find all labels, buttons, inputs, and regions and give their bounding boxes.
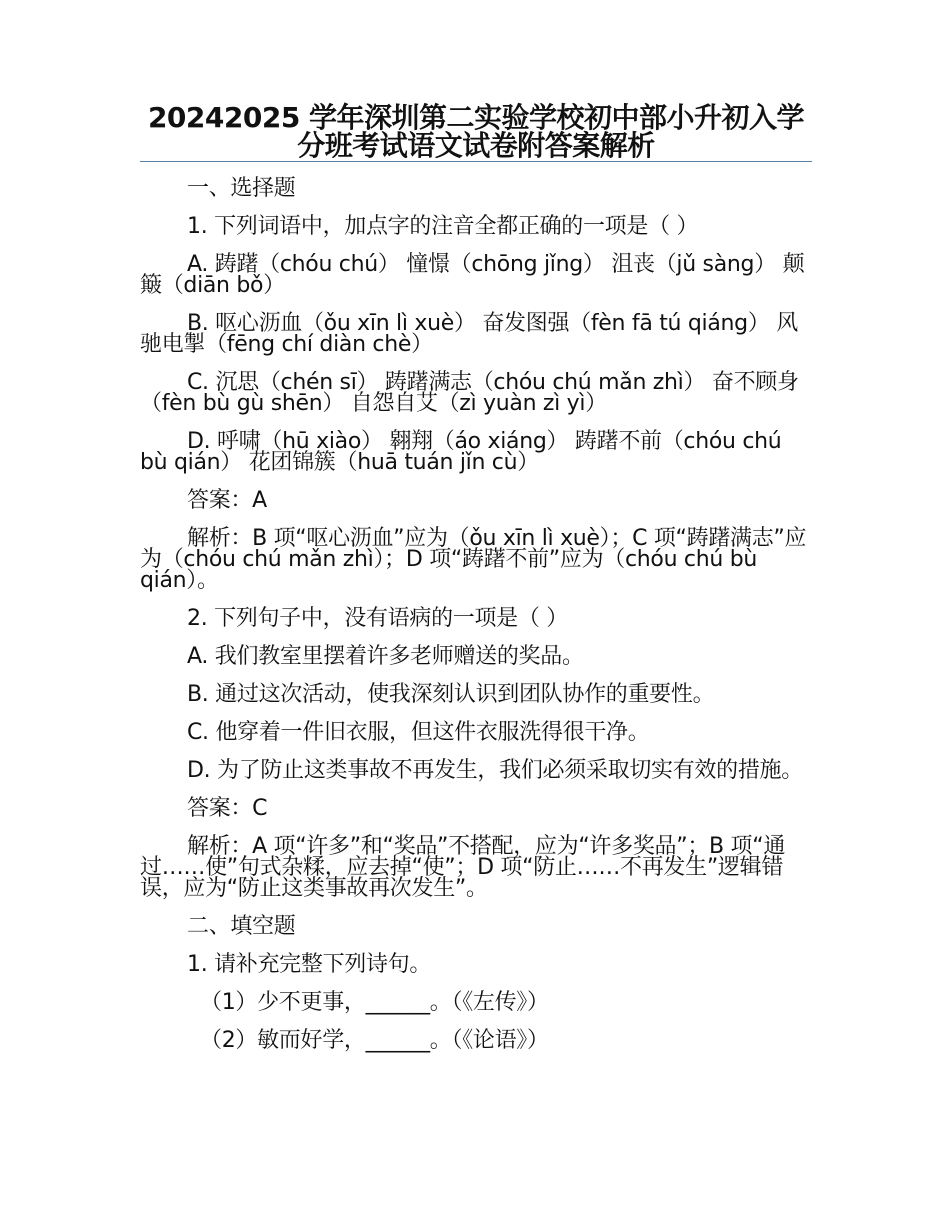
question-2-option-a: A. 我们教室里摆着许多老师赠送的奖品。 [187, 644, 584, 669]
question-2-answer: 答案：C [187, 796, 268, 821]
question-1-answer: 答案：A [187, 488, 267, 513]
fill-question-1-item-1: （1）少不更事，______。（《左传》） [200, 990, 549, 1015]
question-2-stem: 2. 下列句子中，没有语病的一项是（ ） [187, 606, 568, 631]
fill-question-1-stem: 1. 请补充完整下列诗句。 [187, 952, 432, 977]
title-divider [140, 161, 812, 162]
question-2-option-b: B. 通过这次活动，使我深刻认识到团队协作的重要性。 [187, 682, 715, 707]
fill-question-1-item-2: （2）敏而好学，______。（《论语》） [200, 1028, 549, 1053]
question-1-option-a: A. 踌躇（chóu chú） 憧憬（chōng jǐng） 沮丧（jǔ sàng） 颠簸（diān bǒ） [140, 252, 805, 298]
section-heading-fill: 二、填空题 [187, 914, 296, 939]
section-heading-choice: 一、选择题 [187, 176, 296, 201]
question-2-option-c: C. 他穿着一件旧衣服，但这件衣服洗得很干净。 [187, 720, 650, 745]
question-1-option-d: D. 呼啸（hū xiào） 翱翔（áo xiáng） 踌躇不前（chóu chú bù qián） 花团锦簇（huā tuán jǐn cù） [140, 429, 782, 475]
question-1-stem: 1. 下列词语中，加点字的注音全都正确的一项是（ ） [187, 214, 699, 239]
question-1-analysis: 解析：B 项“呕心沥血”应为（ǒu xīn lì xuè）；C 项“踌躇满志”应为（chóu chú mǎn zhì）；D 项“踌躇不前”应为（chóu chú bù qián）。 [140, 526, 807, 593]
question-1-option-c: C. 沉思（chén sī） 踌躇满志（chóu chú mǎn zhì） 奋不顾身（fèn bù gù shēn） 自怨自艾（zì yuàn zì yì） [140, 370, 799, 416]
document-title: 20242025 学年深圳第二实验学校初中部小升初入学分班考试语文试卷附答案解析 [147, 101, 805, 162]
question-2-option-d: D. 为了防止这类事故不再发生，我们必须采取切实有效的措施。 [187, 758, 803, 783]
question-1-option-b: B. 呕心沥血（ǒu xīn lì xuè） 奋发图强（fèn fā tú qiáng） 风驰电掣（fēng chí diàn chè） [140, 311, 798, 357]
question-2-analysis: 解析：A 项“许多”和“奖品”不搭配，应为“许多奖品”；B 项“通过……使”句式杂糅，应去掉“使”；D 项“防止……不再发生”逻辑错误，应为“防止这类事故再次发生”。 [140, 834, 786, 901]
document-body [140, 178, 812, 1068]
